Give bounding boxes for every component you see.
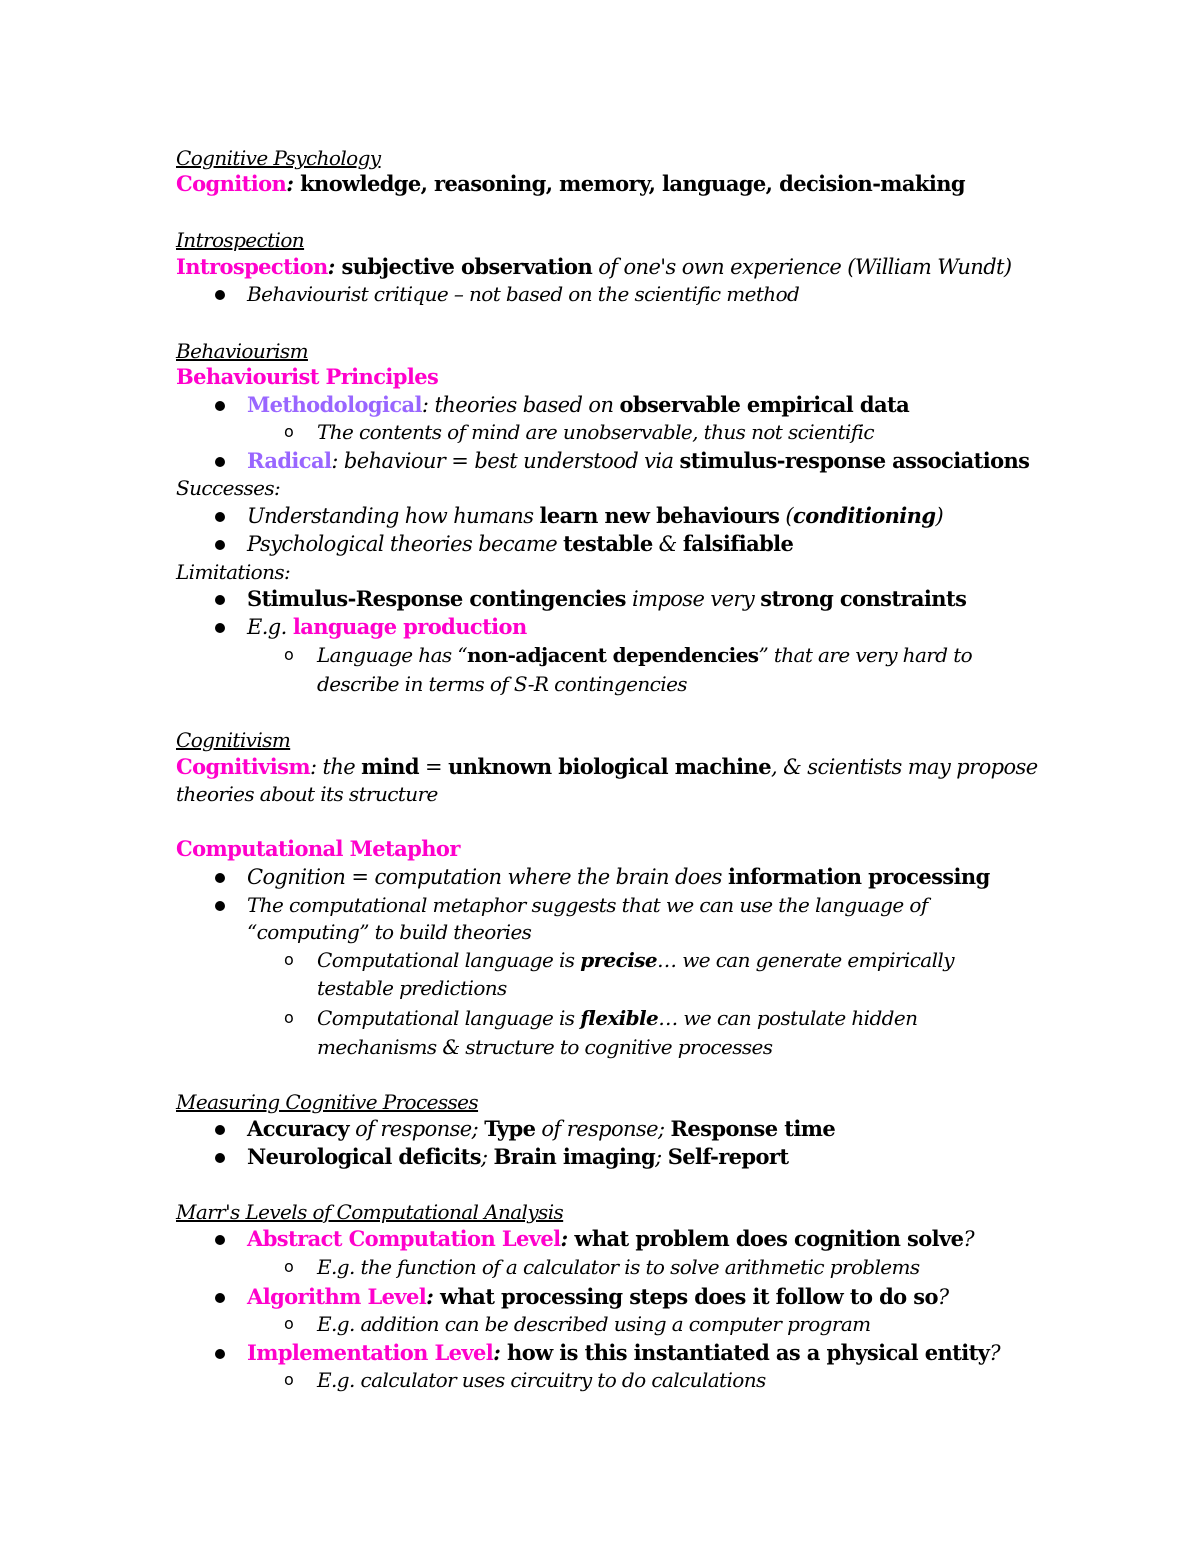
colon: : xyxy=(286,171,294,196)
limitation-2 xyxy=(247,613,527,641)
bullet-icon xyxy=(215,512,225,522)
mb2c: Brain imaging xyxy=(493,1144,656,1169)
mb1c: Type xyxy=(484,1116,536,1141)
comp-bullet-2: The computational metaphor suggests that we can use the language of xyxy=(247,893,928,917)
l2sb: non-adjacent dependencies xyxy=(466,643,759,667)
bullet-icon xyxy=(215,1293,225,1303)
limitations-label: Limitations: xyxy=(176,560,291,584)
sub-bullet-icon: o xyxy=(284,422,294,441)
sub-bullet-icon: o xyxy=(284,1370,294,1389)
colon: : xyxy=(560,1226,568,1251)
comp-sub-2-cont: mechanisms & structure to cognitive processes xyxy=(317,1035,773,1059)
bullet-icon xyxy=(215,290,225,300)
heading-computational-metaphor: Computational Metaphor xyxy=(176,836,460,861)
successes-label: Successes: xyxy=(176,476,281,500)
colon: : xyxy=(493,1340,501,1365)
s1e: ) xyxy=(935,504,944,528)
term-abstract-computation: Abstract Computation Level xyxy=(247,1226,561,1251)
meth-mid: : theories based on xyxy=(421,393,620,417)
cg-c: = xyxy=(418,755,449,779)
cb1b: information processing xyxy=(727,864,990,889)
marr-q2: what processing steps does it follow to do so xyxy=(433,1284,938,1309)
sub-bullet-icon: o xyxy=(284,645,294,664)
marr-q3: how is this instantiated as a physical entity xyxy=(500,1340,990,1365)
sub-bullet-icon: o xyxy=(284,1257,294,1276)
term-cognitivism: Cognitivism xyxy=(176,754,310,779)
term-algorithm-level: Algorithm Level xyxy=(247,1284,427,1309)
comp-sub-1 xyxy=(317,946,954,974)
qm: ? xyxy=(989,1341,1001,1365)
cognitivism-definition xyxy=(176,753,1038,781)
limitation-2-sub xyxy=(317,641,972,669)
cognition-definition xyxy=(176,170,965,198)
intro-rest: of one's own experience (William Wundt) xyxy=(592,255,1012,279)
marr-q1: what problem does cognition solve xyxy=(567,1226,964,1251)
cg-b: mind xyxy=(361,754,419,779)
radical-line xyxy=(247,447,1029,475)
rad-mid: : behaviour = best understood via xyxy=(331,449,680,473)
marr-level-1 xyxy=(247,1225,974,1253)
term-introspection: Introspection xyxy=(176,254,328,279)
s2c: & xyxy=(652,532,683,556)
meth-sub: The contents of mind are unobservable, thus not scientific xyxy=(317,420,875,444)
mb1d: of response; xyxy=(535,1117,671,1141)
term-language-production: language production xyxy=(292,614,527,639)
bullet-icon xyxy=(215,1153,225,1163)
heading-introspection: Introspection xyxy=(176,228,305,252)
intro-bold: subjective observation xyxy=(334,254,593,279)
limitation-2-sub-cont: describe in terms of S-R contingencies xyxy=(317,672,687,696)
marr-level-3 xyxy=(247,1339,1000,1367)
term-methodological: Methodological xyxy=(247,392,422,417)
intro-bullet-1: Behaviourist critique – not based on the scientific method xyxy=(247,282,800,306)
def-cognition: knowledge, reasoning, memory, language, decision-making xyxy=(293,171,966,196)
marr-level-2-example: E.g. addition can be described using a computer program xyxy=(317,1312,871,1336)
bullet-icon xyxy=(215,1125,225,1135)
cs2c: … we can postulate hidden xyxy=(658,1006,918,1030)
cs2a: Computational language is xyxy=(317,1006,581,1030)
bullet-icon xyxy=(215,401,225,411)
qm: ? xyxy=(937,1285,949,1309)
comp-bullet-2-cont: “computing” to build theories xyxy=(247,920,532,944)
bullet-icon xyxy=(215,1349,225,1359)
cognitivism-definition-cont: theories about its structure xyxy=(176,782,438,806)
meth-bold: observable empirical data xyxy=(619,392,910,417)
comp-sub-2 xyxy=(317,1004,917,1032)
term-implementation-level: Implementation Level xyxy=(247,1340,494,1365)
s2b: testable xyxy=(563,531,653,556)
bullet-icon xyxy=(215,623,225,633)
heading-measuring: Measuring Cognitive Processes xyxy=(176,1090,479,1114)
methodological-line xyxy=(247,391,909,419)
cs1a: Computational language is xyxy=(317,948,581,972)
sub-bullet-icon: o xyxy=(284,1314,294,1333)
behaviourist-principles: Behaviourist Principles xyxy=(176,364,439,389)
heading-cognitivism: Cognitivism xyxy=(176,728,291,752)
measure-bullet-1 xyxy=(247,1115,835,1143)
mb2a: Neurological deficits xyxy=(247,1144,481,1169)
s1d: conditioning xyxy=(793,503,936,528)
cs2b: flexible xyxy=(580,1006,659,1030)
mb2e: Self-report xyxy=(667,1144,789,1169)
cs1b: precise xyxy=(580,948,658,972)
heading-marrs-levels: Marr's Levels of Computational Analysis xyxy=(176,1200,564,1224)
sub-bullet-icon: o xyxy=(284,950,294,969)
marr-level-1-example: E.g. the function of a calculator is to solve arithmetic problems xyxy=(317,1255,920,1279)
cg-e: , & scientists may propose xyxy=(770,755,1038,779)
measure-bullet-2 xyxy=(247,1143,789,1171)
mb1e: Response time xyxy=(670,1116,836,1141)
qm: ? xyxy=(963,1227,975,1251)
s2d: falsifiable xyxy=(682,531,794,556)
l1c: strong constraints xyxy=(760,586,967,611)
cg-a: : the xyxy=(309,755,362,779)
bullet-icon xyxy=(215,901,225,911)
s1a: Understanding how humans xyxy=(247,504,540,528)
mb2b: ; xyxy=(480,1145,494,1169)
cs1c: … we can generate empirically xyxy=(657,948,954,972)
mb1b: of response; xyxy=(349,1117,485,1141)
limitation-1 xyxy=(247,585,966,613)
bullet-icon xyxy=(215,595,225,605)
s2a: Psychological theories became xyxy=(247,532,564,556)
introspection-definition xyxy=(176,253,1011,281)
success-2 xyxy=(247,530,793,558)
rad-bold: stimulus-response associations xyxy=(679,448,1030,473)
s1b: learn new behaviours xyxy=(539,503,780,528)
heading-cognitive-psychology: Cognitive Psychology xyxy=(176,146,381,170)
mb1a: Accuracy xyxy=(247,1116,349,1141)
comp-sub-1-cont: testable predictions xyxy=(317,976,507,1000)
success-1 xyxy=(247,502,943,530)
bullet-icon xyxy=(215,540,225,550)
term-radical: Radical xyxy=(247,448,332,473)
term-cognition: Cognition xyxy=(176,171,287,196)
comp-bullet-1 xyxy=(247,863,990,891)
marr-level-2 xyxy=(247,1283,949,1311)
mb2d: ; xyxy=(655,1145,668,1169)
colon: : xyxy=(426,1284,434,1309)
bullet-icon xyxy=(215,1235,225,1245)
s1c: ( xyxy=(779,504,794,528)
l1b: impose very xyxy=(625,587,761,611)
sub-bullet-icon: o xyxy=(284,1008,294,1027)
colon: : xyxy=(327,254,335,279)
bullet-icon xyxy=(215,457,225,467)
l2sc: ” that are very hard to xyxy=(758,643,973,667)
l1a: Stimulus-Response contingencies xyxy=(247,586,626,611)
cg-d: unknown biological machine xyxy=(448,754,771,779)
l2sa: Language has “ xyxy=(317,643,467,667)
heading-behaviourism: Behaviourism xyxy=(176,339,308,363)
l2a: E.g. xyxy=(247,615,293,639)
bullet-icon xyxy=(215,873,225,883)
marr-level-3-example: E.g. calculator uses circuitry to do calculations xyxy=(317,1368,766,1392)
cb1a: Cognition = computation where the brain does xyxy=(247,865,728,889)
